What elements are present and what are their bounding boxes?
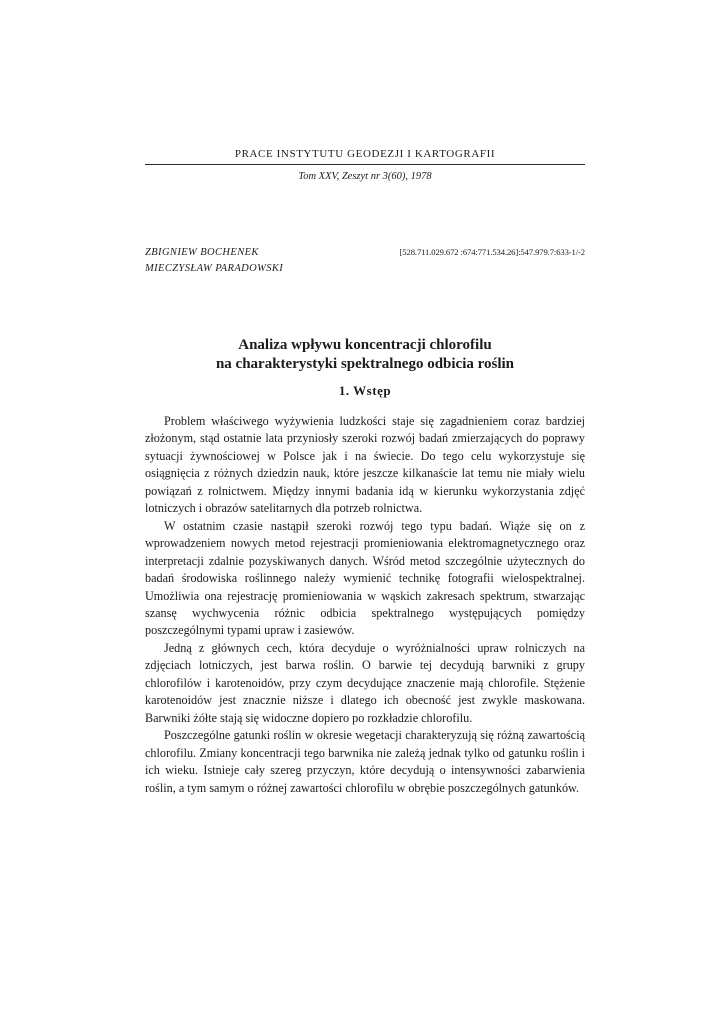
udc-classification: [528.711.029.672 :674:771.534.26]:547.979.7:633-1/-2 bbox=[399, 247, 585, 257]
journal-title: PRACE INSTYTUTU GEODEZJI I KARTOGRAFII bbox=[234, 148, 496, 160]
article-title bbox=[145, 336, 585, 374]
article-body bbox=[145, 413, 585, 797]
article-title-line: Analiza wpływu koncentracji chlorofilu bbox=[238, 337, 492, 353]
issue-info: Tom XXV, Zeszyt nr 3(60), 1978 bbox=[298, 171, 432, 182]
header-rule bbox=[145, 164, 585, 165]
paragraph: Problem właściwego wyżywienia ludzkości staje się zagadnieniem coraz bardziej złożonym, stąd ostatnie lata przyniosły szeroki rozwój badań zmierzających do poprawy sytuacji żywnościowej w Polsce jak i na świecie. Do tego celu wykorzystuje się osiągnięcia z różnych dziedzin nauk, które jeszcze kilkanaście lat temu nie miały wielu powiązań z rolnictwem. Między innymi badania idą w kierunku wykorzystania zdjęć lotniczych i obrazów satelitarnych dla potrzeb rolnictwa. bbox=[145, 414, 585, 516]
author-name: MIECZYSŁAW PARADOWSKI bbox=[145, 263, 284, 274]
author-list bbox=[145, 245, 283, 277]
paragraph: Poszczególne gatunki roślin w okresie wegetacji charakteryzują się różną zawartością chlorofilu. Zmiany koncentracji tego barwnika nie zależą jednak tylko od gatunku roślin i ich wieku. Istnieje cały szereg przyczyn, które decydują o intensywności zabarwienia roślin, a tym samym o różnej zawartości chlorofilu w obrębie poszczególnych gatunków. bbox=[145, 728, 585, 795]
section-heading: 1. Wstęp bbox=[338, 383, 392, 398]
author-name: ZBIGNIEW BOCHENEK bbox=[145, 247, 259, 258]
article-title-line: na charakterystyki spektralnego odbicia roślin bbox=[215, 356, 515, 372]
paragraph: Jedną z głównych cech, która decyduje o wyróżnialności upraw rolniczych na zdjęciach lotniczych, jest barwa roślin. O barwie tej decydują barwniki z grupy chlorofilów i karotenoidów, przy czym decydujące znaczenie mają chlorofile. Stężenie karotenoidów jest znacznie niższe i dlatego ich obecność jest zwykle maskowana. Barwniki żółte stają się widoczne dopiero po rozkładzie chlorofilu. bbox=[145, 640, 585, 725]
paragraph: W ostatnim czasie nastąpił szeroki rozwój tego typu badań. Wiąże się on z wprowadzeniem nowych metod rejestracji promieniowania elektromagnetycznego oraz interpretacji zdalnie pozyskiwanych danych. Wśród metod szczególnie użytecznych do badań środowiska roślinnego należy wymienić technikę fotografii wielospektralnej. Umożliwia ona rejestrację promieniowania w wąskich zakresach spektrum, stwarzając szansę wychwycenia różnic odbicia spektralnego występujących pomiędzy poszczególnymi typami upraw i zasiewów. bbox=[145, 518, 585, 638]
